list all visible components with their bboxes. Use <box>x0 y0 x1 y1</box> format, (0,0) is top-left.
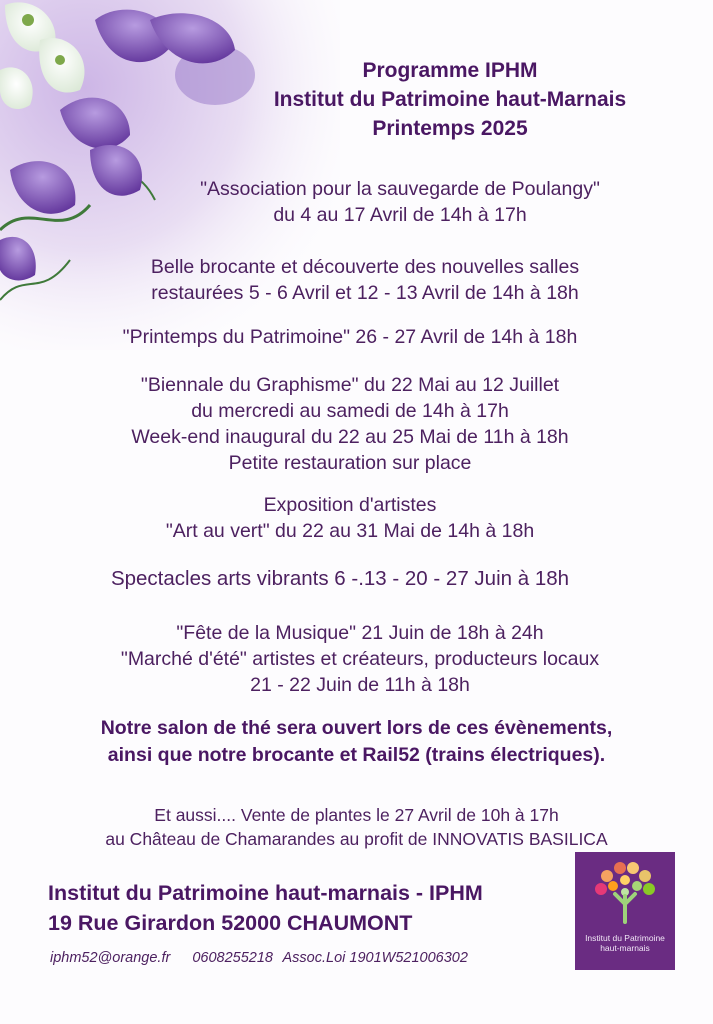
event-line: "Art au vert" du 22 au 31 Mai de 14h à 18h <box>165 520 535 542</box>
event-brocante <box>95 254 635 306</box>
plant-sale-notice <box>0 803 713 851</box>
event-line: 21 - 22 Juin de 11h à 18h <box>250 674 470 696</box>
event-line: du 4 au 17 Avril de 14h à 17h <box>273 204 527 226</box>
logo-caption-line: Institut du Patrimoine <box>585 933 665 943</box>
program-header <box>210 56 690 143</box>
event-line: restaurées 5 - 6 Avril et 12 - 13 Avril de 14h à 18h <box>151 282 579 304</box>
institute-full-name: Institut du Patrimoine haut-marnais - IPHM <box>48 881 483 905</box>
event-line: Exposition d'artistes <box>263 494 437 516</box>
event-poulangy <box>145 176 655 228</box>
event-line: "Marché d'été" artistes et créateurs, producteurs locaux <box>120 648 600 670</box>
event-spectacles <box>30 566 650 592</box>
logo-caption <box>575 933 675 953</box>
phone-number: 0608255218 <box>192 950 273 966</box>
event-biennale <box>80 372 620 476</box>
tea-line: Notre salon de thé sera ouvert lors de ces évènements, <box>100 717 613 739</box>
event-printemps-patrimoine <box>40 324 660 350</box>
event-line: "Association pour la sauvegarde de Poulangy" <box>200 178 600 200</box>
tea-room-notice <box>0 715 713 769</box>
event-line: du mercredi au samedi de 14h à 17h <box>191 400 509 422</box>
association-number: Assoc.Loi 1901W521006302 <box>282 950 468 966</box>
address-block <box>48 878 483 938</box>
also-line: au Château de Chamarandes au profit de INNOVATIS BASILICA <box>105 829 608 849</box>
event-line: "Fête de la Musique" 21 Juin de 18h à 24h <box>176 622 544 644</box>
street-address: 19 Rue Girardon 52000 CHAUMONT <box>48 911 413 935</box>
event-line: Spectacles arts vibrants 6 -.13 - 20 - 27 Juin à 18h <box>110 567 570 590</box>
contact-footer <box>50 950 486 966</box>
logo-caption-line: haut-marnais <box>600 943 650 953</box>
institute-name: Institut du Patrimoine haut-Marnais <box>273 88 627 111</box>
iphm-logo <box>575 852 675 970</box>
event-line: "Biennale du Graphisme" du 22 Mai au 12 Juillet <box>140 374 560 396</box>
event-line: Petite restauration sur place <box>228 452 472 474</box>
event-line: "Printemps du Patrimoine" 26 - 27 Avril de 14h à 18h <box>122 326 578 348</box>
event-fete-musique <box>60 620 660 698</box>
event-exposition <box>80 492 620 544</box>
program-title: Programme IPHM <box>362 59 538 82</box>
also-line: Et aussi.... Vente de plantes le 27 Avril de 10h à 17h <box>154 805 559 825</box>
event-line: Belle brocante et découverte des nouvelles salles <box>150 256 580 278</box>
tea-line: ainsi que notre brocante et Rail52 (trains électriques). <box>107 744 606 766</box>
event-line: Week-end inaugural du 22 au 25 Mai de 11h à 18h <box>131 426 569 448</box>
email-address[interactable]: iphm52@orange.fr <box>50 950 171 966</box>
season-title: Printemps 2025 <box>372 117 528 140</box>
tree-icon <box>585 856 665 926</box>
